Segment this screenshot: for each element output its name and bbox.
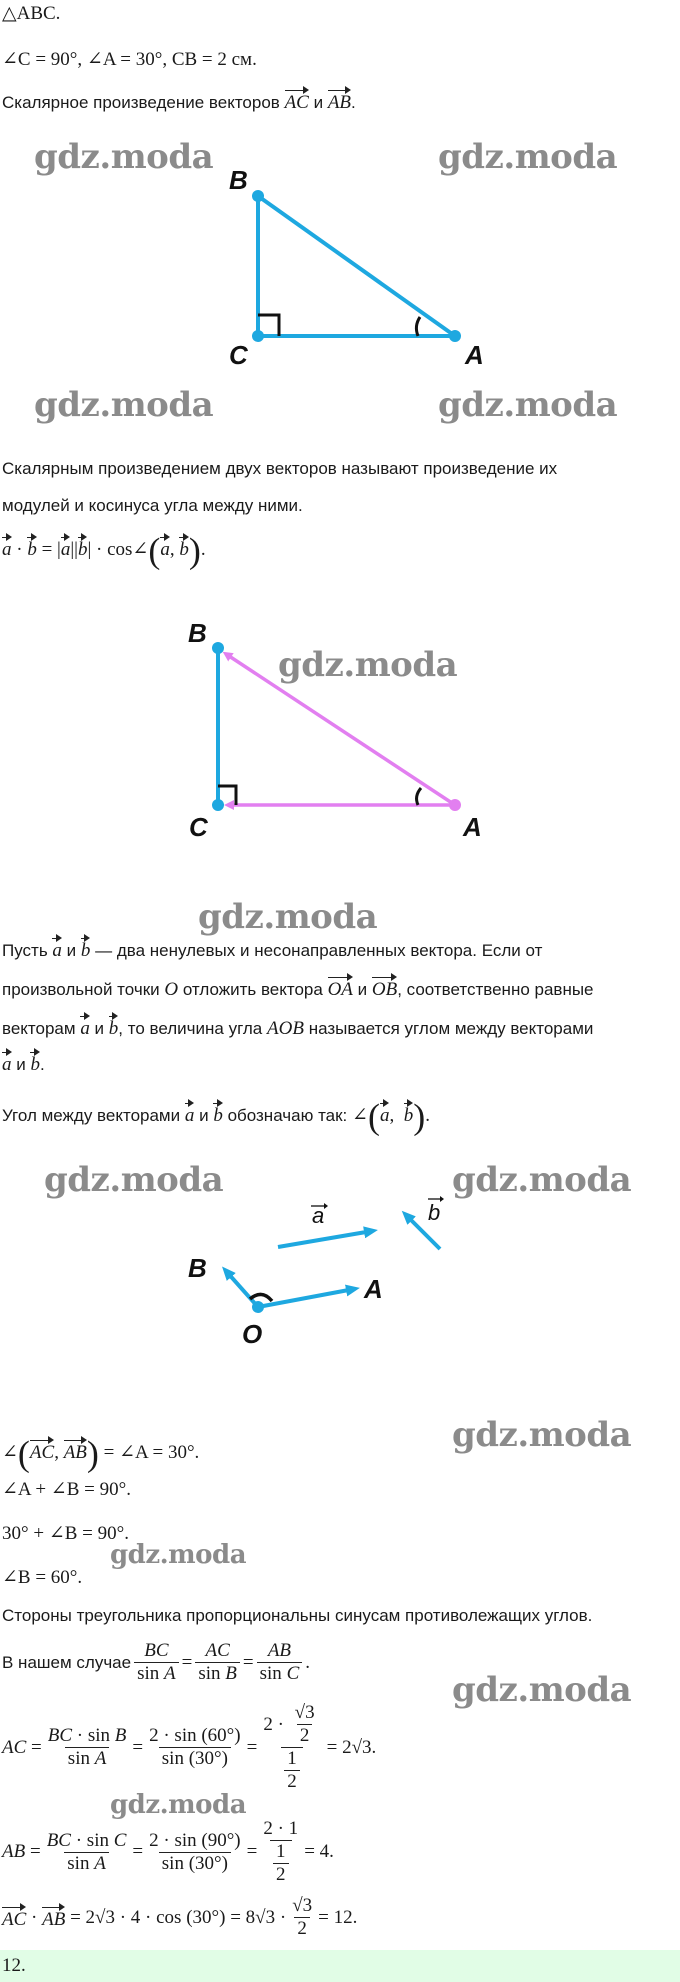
- watermark: gdz.moda: [44, 1160, 224, 1200]
- definition-line-2: модулей и косинуса угла между ними.: [2, 496, 303, 515]
- label-vector-a: a: [312, 1203, 325, 1228]
- watermark: gdz.moda: [34, 137, 214, 177]
- watermark: gdz.moda: [452, 1415, 632, 1455]
- solution-ac-formula: AC = $\frac{\text{BC · sin B}}{\text{sin A}}$ = $\frac{2 \cdot \sin (60^\circ)}{\sin (30^\circ)}$ = 2 · $\frac{√3}{2}$ $\frac{1}{2}$ = 2√3.: [2, 1702, 377, 1792]
- angle-arc: [417, 788, 421, 805]
- dot-product-formula: a · b = |a||b| · cos∠(a, b).: [2, 530, 206, 571]
- watermark: gdz.moda: [452, 1160, 632, 1200]
- label-o: O: [242, 1319, 263, 1349]
- label-b: B: [188, 618, 207, 648]
- angle-def-line-2: произвольной точки O отложить вектора OA и OB, соответственно равные: [2, 974, 594, 1002]
- vertex-c: [212, 799, 224, 811]
- answer-value: 12.: [2, 1955, 26, 1976]
- definition-line-1: Скалярным произведением двух векторов называют произведение их: [2, 459, 558, 478]
- law-of-sines-case: В нашем случае $\frac{BC}{\text{sin A}}$ = $\frac{AC}{\text{sin B}}$ = $\frac{AB}{\text{sin C}}$ .: [2, 1640, 310, 1684]
- solution-angle-equality: ∠(AC, AB) = ∠A = 30°.: [2, 1433, 200, 1474]
- vertex-a: [449, 330, 461, 342]
- watermark: gdz.moda: [34, 385, 214, 425]
- vertex-c: [252, 330, 264, 342]
- angle-notation: Угол между векторами a и b обозначаю так: ∠(a, b).: [2, 1096, 430, 1137]
- label-b: B: [188, 1253, 207, 1283]
- angle-def-line-4: a и b.: [2, 1049, 45, 1077]
- label-a: A: [465, 340, 484, 370]
- given-conditions: ∠C = 90°, ∠A = 30°, CB = 2 см.: [2, 49, 257, 70]
- watermark: gdz.moda: [110, 1790, 247, 1820]
- solution-substitution: 30° + ∠B = 90°.: [2, 1523, 129, 1544]
- vertex-b: [212, 642, 224, 654]
- triangle-figure-1: [0, 150, 680, 370]
- angle-arc: [416, 317, 420, 336]
- angle-def-line-1: Пусть a и b — два ненулевых и несонаправленных вектора. Если от: [2, 935, 542, 963]
- label-a: A: [463, 812, 482, 842]
- angle-def-line-3: векторам a и b, то величина угла AOB называется углом между векторами: [2, 1013, 593, 1041]
- law-of-sines-statement: Стороны треугольника пропорциональны синусам противолежащих углов.: [2, 1606, 593, 1625]
- triangle-label: △ABC.: [2, 3, 61, 24]
- triangle-figure-2: [0, 605, 680, 855]
- point-o: [252, 1301, 264, 1313]
- label-vector-b: b: [428, 1200, 441, 1225]
- watermark: gdz.moda: [198, 897, 378, 937]
- vertex-b: [252, 190, 264, 202]
- label-b: B: [229, 165, 248, 195]
- watermark: gdz.moda: [438, 137, 618, 177]
- task-statement: Скалярное произведение векторов AC и AB.: [2, 87, 356, 115]
- solution-ab-formula: AB = $\frac{\text{BC · sin C}}{\text{sin A}}$ = $\frac{2 \cdot \sin (90^\circ)}{\sin (30^\circ)}$ = $\frac{2 \cdot 1}{\frac{1}{2}}$ = 4.: [2, 1818, 334, 1885]
- watermark: gdz.moda: [110, 1540, 247, 1570]
- vertex-a: [449, 799, 461, 811]
- label-a: A: [364, 1274, 383, 1304]
- vectors-figure: [0, 1185, 680, 1360]
- solution-dot-product: AC · AB = 2√3 · 4 · cos (30°) = 8√3 · $\frac{√3}{2}$ = 12.: [2, 1895, 358, 1939]
- solution-angle-sum: ∠A + ∠B = 90°.: [2, 1479, 131, 1500]
- label-c: C: [189, 812, 208, 842]
- triangle-sides: [258, 196, 455, 336]
- answer-box: [0, 1950, 680, 1982]
- watermark: gdz.moda: [278, 645, 458, 685]
- watermark: gdz.moda: [452, 1670, 632, 1710]
- label-c: C: [229, 340, 248, 370]
- solution-angle-b: ∠B = 60°.: [2, 1567, 83, 1588]
- watermark: gdz.moda: [438, 385, 618, 425]
